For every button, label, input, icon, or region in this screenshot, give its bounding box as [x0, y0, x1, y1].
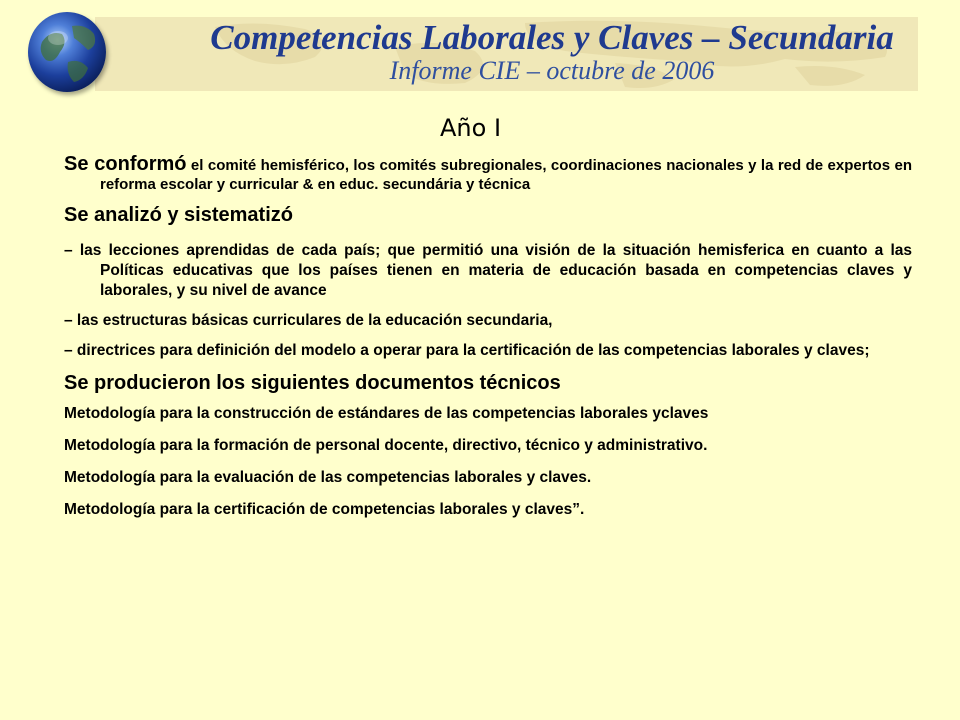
document-item-evaluacion: Metodología para la evaluación de las competencias laborales y claves. [64, 469, 592, 486]
document-item-estandares: Metodología para la construcción de estándares de las competencias laborales yclaves [64, 405, 709, 422]
list-item-estructuras: – las estructuras básicas curriculares de la educación secundaria, [64, 312, 553, 329]
globe-logo [28, 12, 106, 92]
list-item-lecciones: – las lecciones aprendidas de cada país; que permitió una visión de la situación hemisferica en cuanto a las Políticas educativas que los países tienen en materia de educación basada en competencias claves y laborales, y su nivel de avance [64, 242, 912, 299]
section-year-heading: Año I [440, 114, 502, 142]
heading-analizo: Se analizó y sistematizó [64, 204, 293, 226]
slide-title: Competencias Laborales y Claves – Secundaria [210, 18, 894, 57]
slide-subtitle: Informe CIE – octubre de 2006 [389, 56, 715, 85]
slide-body [64, 155, 912, 520]
document-item-certificacion: Metodología para la certificación de competencias laborales y claves”. [64, 501, 585, 518]
list-item-directrices: – directrices para definición del modelo a operar para la certificación de las competencias laborales y claves; [64, 342, 870, 359]
paragraph-conformo [64, 155, 912, 194]
heading-documentos: Se producieron los siguientes documentos técnicos [64, 372, 561, 394]
paragraph-lead: Se conformó [64, 153, 187, 175]
paragraph-text: el comité hemisférico, los comités subregionales, coordinaciones nacionales y la red de expertos en reforma escolar y curricular & en educ. secundária y técnica [100, 157, 912, 193]
document-item-formacion: Metodología para la formación de personal docente, directivo, técnico y administrativo. [64, 437, 708, 454]
